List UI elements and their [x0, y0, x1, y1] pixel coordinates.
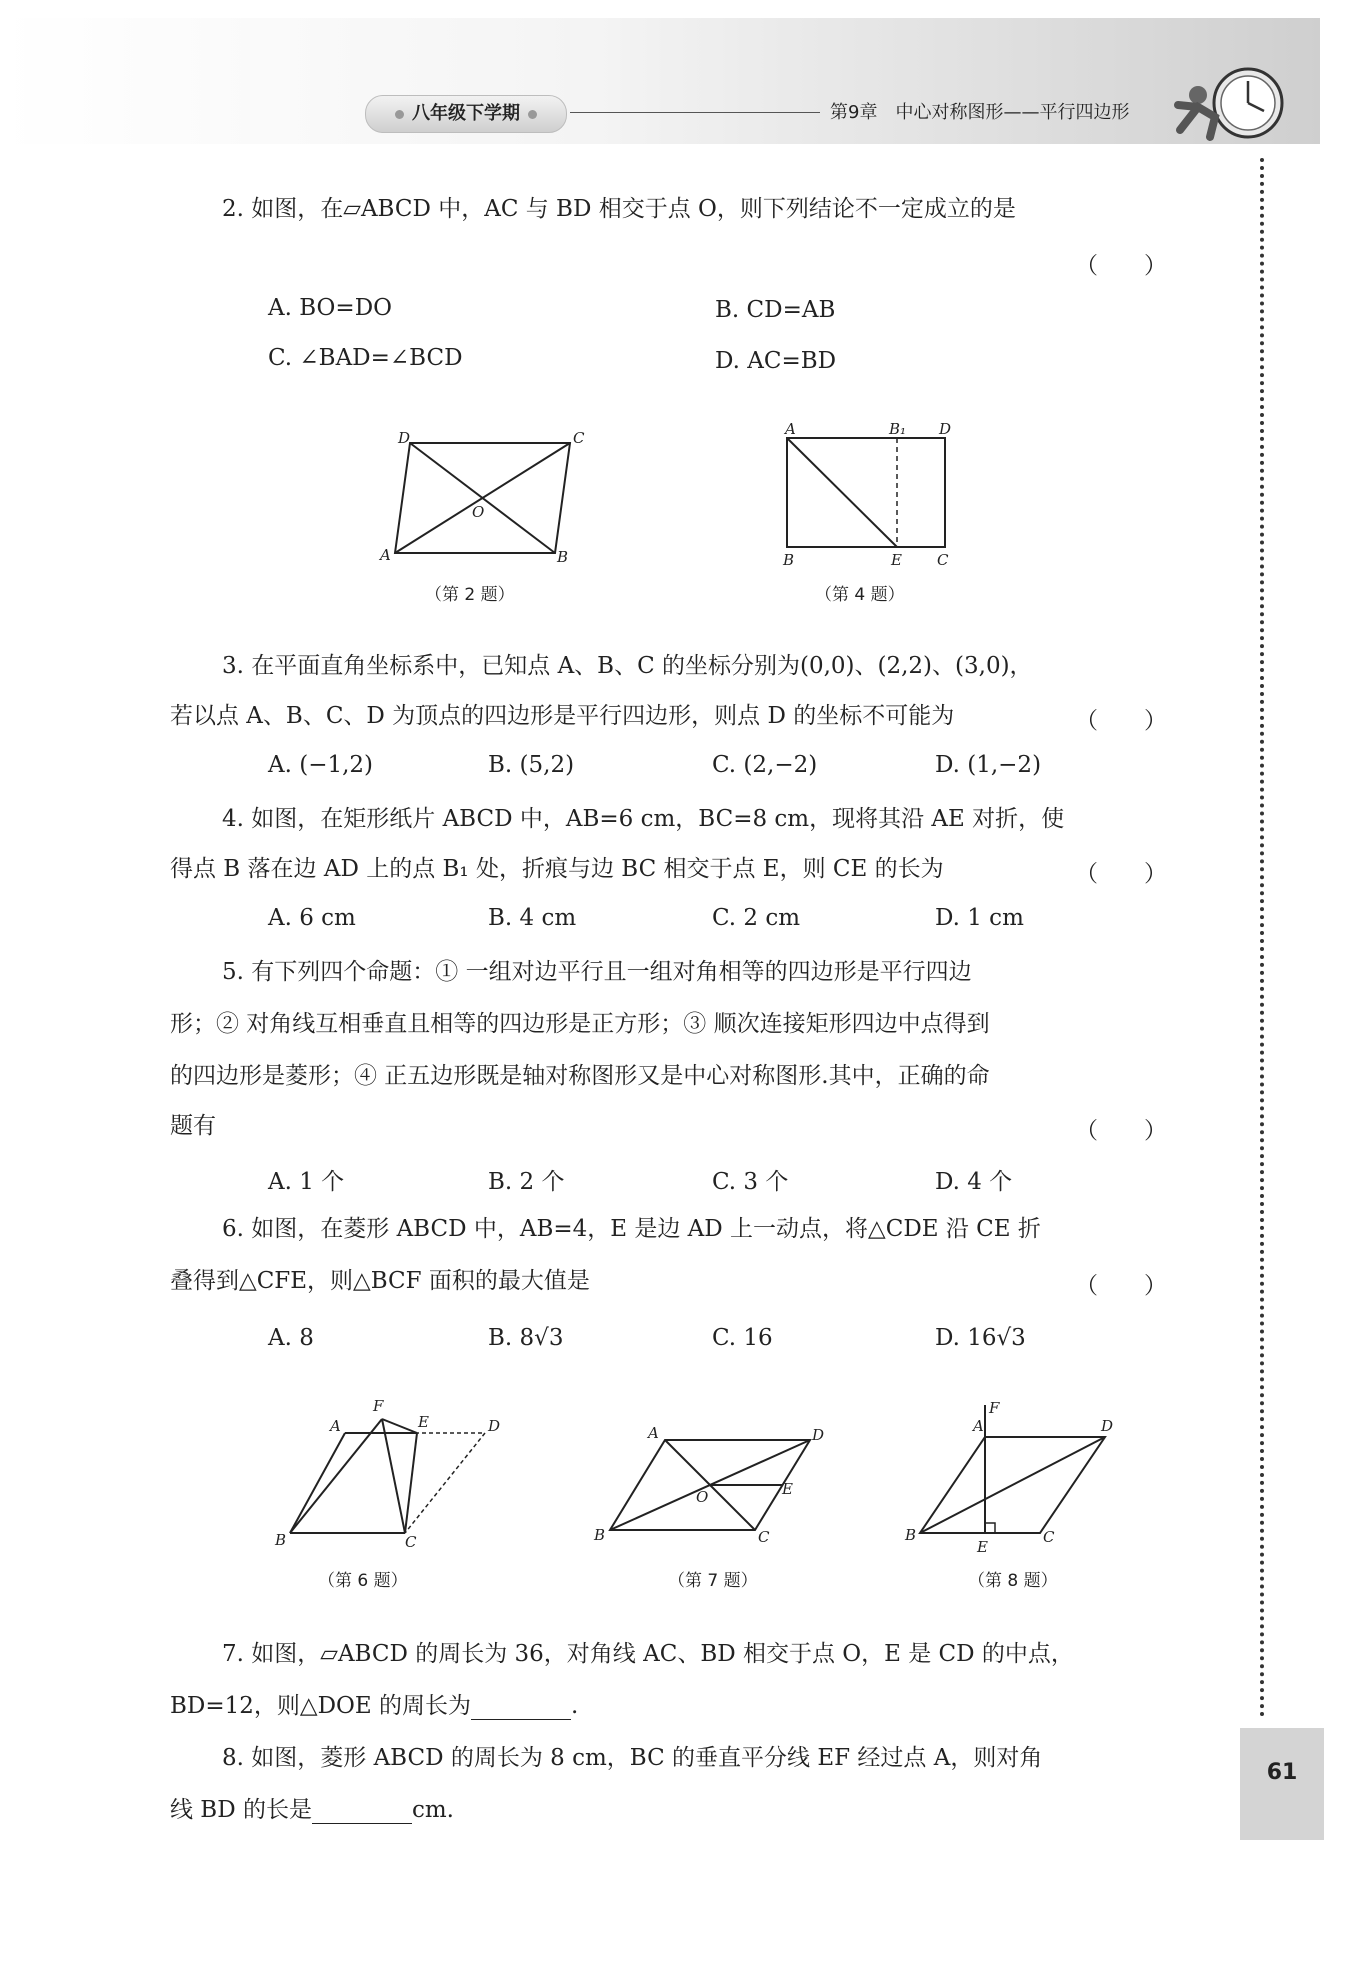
q8-line-2-end: cm. — [411, 1797, 454, 1823]
page-number: 61 — [1266, 1760, 1298, 1785]
figure-q2-parallelogram — [380, 425, 600, 565]
diagonal-ca — [395, 443, 570, 553]
q5-option-b: B. 2 个 — [488, 1169, 565, 1195]
fig6-label-f: F — [373, 1397, 384, 1415]
segment-fc — [382, 1419, 405, 1533]
q7-answer-blank[interactable] — [471, 1697, 571, 1720]
figure-q2-caption: （第 2 题） — [425, 585, 515, 605]
q2-answer-paren: （ ） — [1075, 253, 1167, 279]
fig7-label-e: E — [782, 1480, 793, 1498]
figure-q6-rhombus-fold — [270, 1395, 500, 1560]
q5-line-1: 5. 有下列四个命题：① 一组对边平行且一组对角相等的四边形是平行四边 — [222, 959, 972, 985]
runner-compass-logo-icon — [1160, 55, 1300, 155]
fig2-label-d: D — [398, 429, 411, 447]
q6-line-1: 6. 如图，在菱形 ABCD 中，AB=4，E 是边 AD 上一动点，将△CDE 沿 CE 折 — [222, 1216, 1041, 1242]
q8-answer-blank[interactable] — [312, 1801, 412, 1824]
q4-option-c: C. 2 cm — [712, 905, 801, 931]
q5-option-c: C. 3 个 — [712, 1169, 789, 1195]
segment-dc-dashed — [405, 1433, 485, 1533]
q7-line-2-text: BD=12，则△DOE 的周长为 — [170, 1693, 471, 1719]
q5-answer-paren: （ ） — [1075, 1118, 1167, 1144]
q4-answer-paren: （ ） — [1075, 861, 1167, 887]
fig7-label-d: D — [812, 1426, 825, 1444]
fig8-label-d: D — [1101, 1417, 1114, 1435]
header-rule — [570, 112, 820, 113]
q4-option-d: D. 1 cm — [935, 905, 1024, 931]
q8-line-2 — [170, 1796, 454, 1824]
q3-option-b: B. (5,2) — [488, 752, 575, 778]
rectangle-abcd — [787, 438, 945, 547]
figure-q8-caption: （第 8 题） — [968, 1571, 1058, 1591]
grade-label: 八年级下学期 — [412, 103, 520, 124]
q7-line-2-end: . — [570, 1693, 579, 1719]
fig6-label-b: B — [275, 1531, 287, 1549]
fig2-label-c: C — [573, 429, 585, 447]
fig4-label-b1: B₁ — [889, 420, 907, 438]
fig8-label-a: A — [973, 1417, 984, 1435]
fold-line-ae — [787, 438, 897, 547]
figure-q4-caption: （第 4 题） — [815, 585, 905, 605]
q5-option-d: D. 4 个 — [935, 1169, 1013, 1195]
fig4-label-c: C — [937, 551, 949, 569]
fig8-label-f: F — [989, 1399, 1000, 1417]
fig4-label-e: E — [891, 551, 902, 569]
grade-badge — [365, 95, 567, 133]
q2-stem: 2. 如图，在▱ABCD 中，AC 与 BD 相交于点 O，则下列结论不一定成立的是 — [222, 196, 1016, 222]
right-angle-mark — [985, 1523, 995, 1533]
q5-line-3: 的四边形是菱形；④ 正五边形既是轴对称图形又是中心对称图形.其中，正确的命 — [170, 1063, 990, 1089]
fig8-label-e: E — [977, 1538, 988, 1556]
bullet-icon — [395, 110, 404, 119]
q5-line-4: 题有 — [170, 1113, 216, 1139]
q6-line-2: 叠得到△CFE，则△BCF 面积的最大值是 — [170, 1268, 590, 1294]
q8-line-2-text: 线 BD 的长是 — [170, 1797, 312, 1823]
q3-option-c: C. (2,−2) — [712, 752, 818, 778]
diagonal-bd — [920, 1437, 1105, 1533]
q6-option-c: C. 16 — [712, 1325, 773, 1351]
fig7-label-b: B — [594, 1526, 606, 1544]
q3-option-d: D. (1,−2) — [935, 752, 1042, 778]
fig8-label-c: C — [1043, 1528, 1055, 1546]
header-band — [0, 18, 1320, 144]
figure-q4-rectangle — [775, 420, 965, 570]
segment-ab — [290, 1433, 345, 1533]
segment-fe — [382, 1419, 417, 1433]
segment-ec — [405, 1433, 417, 1533]
q2-option-b: B. CD=AB — [715, 297, 836, 323]
q4-line-1: 4. 如图，在矩形纸片 ABCD 中，AB=6 cm，BC=8 cm，现将其沿 AE 对折，使 — [222, 806, 1065, 832]
fig4-label-b: B — [783, 551, 795, 569]
figure-q7-parallelogram — [590, 1420, 830, 1550]
fig4-label-d: D — [939, 420, 952, 438]
fig6-label-a: A — [330, 1417, 341, 1435]
fig6-label-e: E — [418, 1413, 429, 1431]
fig8-label-b: B — [905, 1526, 917, 1544]
q3-line-2: 若以点 A、B、C、D 为顶点的四边形是平行四边形，则点 D 的坐标不可能为 — [170, 703, 955, 729]
figure-q8-rhombus — [905, 1395, 1125, 1560]
figure-q6-caption: （第 6 题） — [318, 1571, 408, 1591]
fig4-label-a: A — [785, 420, 796, 438]
figure-q7-caption: （第 7 题） — [668, 1571, 758, 1591]
fig6-label-c: C — [405, 1533, 417, 1551]
q4-option-b: B. 4 cm — [488, 905, 577, 931]
segment-bf — [290, 1419, 382, 1533]
q6-answer-paren: （ ） — [1075, 1273, 1167, 1299]
q2-option-a: A. BO=DO — [268, 295, 392, 321]
q6-option-d: D. 16√3 — [935, 1325, 1026, 1351]
fig7-label-o: O — [696, 1488, 709, 1506]
fig7-label-c: C — [758, 1528, 770, 1546]
fig7-label-a: A — [648, 1424, 659, 1442]
q2-option-d: D. AC=BD — [715, 348, 837, 374]
fig6-label-d: D — [488, 1417, 501, 1435]
q3-answer-paren: （ ） — [1075, 708, 1167, 734]
fig2-label-a: A — [380, 546, 391, 564]
q2-option-c: C. ∠BAD=∠BCD — [268, 345, 463, 371]
q4-line-2: 得点 B 落在边 AD 上的点 B₁ 处，折痕与边 BC 相交于点 E，则 CE 的长为 — [170, 856, 944, 882]
q7-line-2 — [170, 1692, 578, 1720]
chapter-title: 第9章 中心对称图形——平行四边形 — [830, 102, 1130, 123]
q3-option-a: A. (−1,2) — [268, 752, 374, 778]
q7-line-1: 7. 如图，▱ABCD 的周长为 36，对角线 AC、BD 相交于点 O，E 是 CD 的中点， — [222, 1641, 1074, 1667]
q3-line-1: 3. 在平面直角坐标系中，已知点 A、B、C 的坐标分别为(0,0)、(2,2)、(3,0)， — [222, 653, 1033, 679]
q5-option-a: A. 1 个 — [268, 1169, 345, 1195]
fig2-label-b: B — [557, 548, 569, 566]
q5-line-2: 形；② 对角线互相垂直且相等的四边形是正方形；③ 顺次连接矩形四边中点得到 — [170, 1011, 990, 1037]
fig2-label-o: O — [472, 503, 485, 521]
q6-option-b: B. 8√3 — [488, 1325, 564, 1351]
margin-dotted-rail — [1260, 158, 1264, 1718]
q8-line-1: 8. 如图，菱形 ABCD 的周长为 8 cm，BC 的垂直平分线 EF 经过点 A，则对角 — [222, 1745, 1043, 1771]
q4-option-a: A. 6 cm — [268, 905, 356, 931]
bullet-icon — [528, 110, 537, 119]
q6-option-a: A. 8 — [268, 1325, 314, 1351]
